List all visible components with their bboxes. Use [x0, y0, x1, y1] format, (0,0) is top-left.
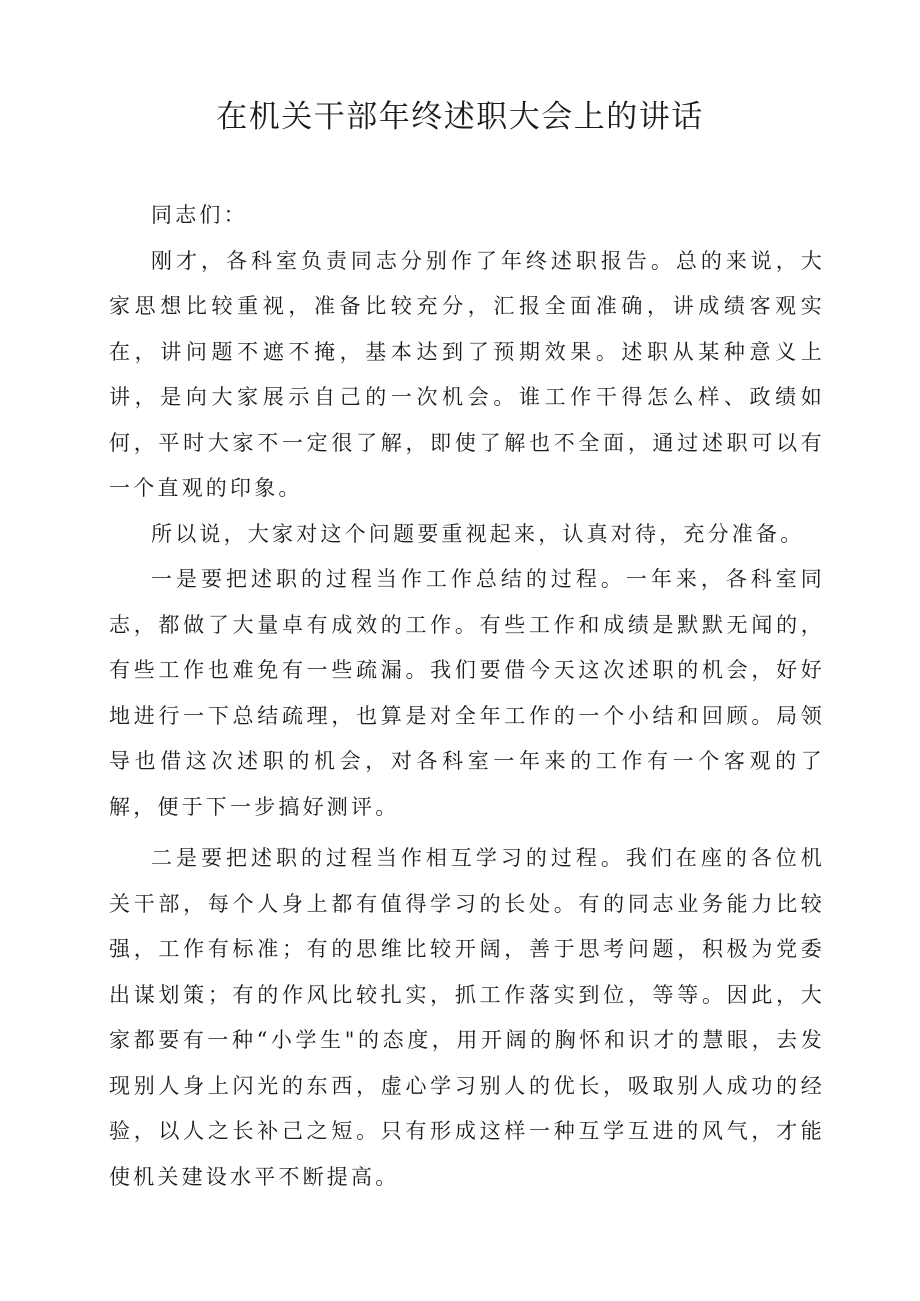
opening-paragraph: 刚才，各科室负责同志分别作了年终述职报告。总的来说，大家思想比较重视，准备比较充分，汇报全面准确，讲成绩客观实在，讲问题不遮不掩，基本达到了预期效果。述职从某种意义上讲，是向大家展示自己的一次机会。谁工作干得怎么样、政绩如何，平时大家不一定很了解，即使了解也不全面，通过述职可以有一个直观的印象。 [109, 248, 825, 500]
point-two-paragraph: 二是要把述职的过程当作相互学习的过程。我们在座的各位机关干部，每个人身上都有值得学习的长处。有的同志业务能力比较强，工作有标准；有的思维比较开阔，善于思考问题，积极为党委出谋划策；有的作风比较扎实，抓工作落实到位，等等。因此，大家都要有一种“小学生"的态度，用开阔的胸怀和识才的慧眼，去发现别人身上闪光的东西，虚心学习别人的优长，吸取别人成功的经验，以人之长补己之短。只有形成这样一种互学互进的风气，才能使机关建设水平不断提高。 [109, 846, 825, 1189]
document-title: 在机关干部年终述职大会上的讲话 [216, 99, 704, 135]
document-body [109, 193, 825, 1200]
point-one-paragraph: 一是要把述职的过程当作工作总结的过程。一年来，各科室同志，都做了大量卓有成效的工作。有些工作和成绩是默默无闻的，有些工作也难免有一些疏漏。我们要借今天这次述职的机会，好好地进行一下总结疏理，也算是对全年工作的一个小结和回顾。局领导也借这次述职的机会，对各科室一年来的工作有一个客观的了解，便于下一步搞好测评。 [109, 567, 825, 819]
emphasis-paragraph: 所以说，大家对这个问题要重视起来，认真对待，充分准备。 [151, 521, 805, 546]
salutation-paragraph: 同志们： [151, 203, 248, 227]
